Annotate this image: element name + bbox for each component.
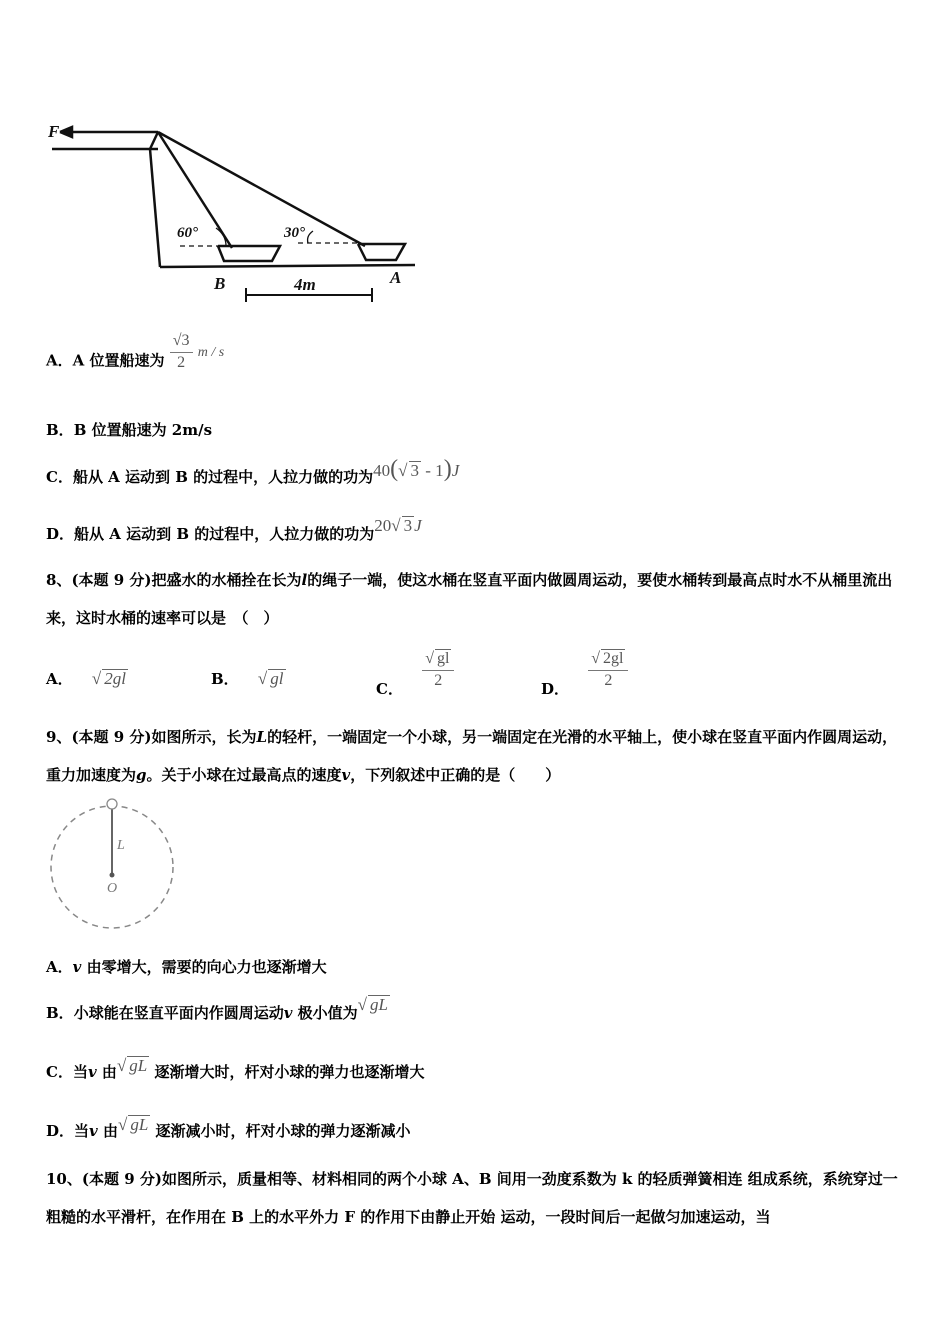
q8-option-a: A． √ 2gl: [46, 669, 126, 688]
q8-question: 8、(本题 9 分)把盛水的水桶拴在长为l的绳子一端，使这水桶在竖直平面内做圆周运动，要使水桶转到最高点时水不从桶里流出来，这时水桶的速率可以是 （ ）: [46, 571, 893, 627]
q10-question: 10、(本题 9 分)如图所示，质量相等、材料相同的两个小球 A、B 间用一劲度系数为 k 的轻质弹簧相连 组成系统，系统穿过一粗糙的水平滑杆，在作用在 B 上的水平外力 F 的作用下由静止开始 运动，一段时间后一起做匀加速运动，当: [46, 1170, 898, 1226]
q9-option-a: A．v 由零增大，需要的向心力也逐渐增大: [46, 958, 327, 976]
q7-option-c: C．船从 A 运动到 B 的过程中，人拉力做的功为40(√ 3 - 1)J: [46, 456, 460, 486]
pivot-label: O: [107, 881, 118, 896]
q9-option-c: C．当v 由√ gL 逐渐增大时，杆对小球的弹力也逐渐增大: [46, 1056, 425, 1081]
q9-option-d: D．当v 由√ gL 逐渐减小时，杆对小球的弹力逐渐减小: [46, 1115, 411, 1140]
rod-length-label: L: [117, 838, 125, 853]
rod-circle-figure: [46, 795, 181, 930]
angle-30-label: 30°: [284, 225, 305, 241]
boat-pulley-figure: [40, 115, 430, 305]
q8-option-b: B． √ gl: [211, 669, 284, 688]
q8-option-c: C． $\frac{√ gl}{2}$: [376, 648, 454, 691]
q9-question: 9、(本题 9 分)如图所示，长为L的轻杆，一端固定一个小球，另一端固定在光滑的水平轴上，使小球在竖直平面内作圆周运动，重力加速度为g。关于小球在过最高点的速度v，下列叙述中正确的是（ ）: [46, 728, 898, 784]
point-a-label: A: [390, 268, 402, 287]
distance-label: 4m: [294, 275, 316, 294]
q7-option-d: D．船从 A 运动到 B 的过程中，人拉力做的功为20√ 3 J: [46, 516, 422, 543]
q7a-numerator: √3: [170, 330, 193, 353]
q7-option-a: A．A 位置船速为 $\frac{√3}{2}$ m / s: [46, 332, 225, 371]
q7-option-b: B．B 位置船速为 2m/s: [46, 421, 213, 439]
q8-option-d: D． $\frac{√ 2gl}{2}$: [541, 648, 628, 691]
point-b-label: B: [214, 274, 226, 293]
force-label: F: [48, 122, 60, 141]
angle-60-label: 60°: [177, 225, 198, 241]
q9-option-b: B．小球能在竖直平面内作圆周运动v 极小值为√ gL: [46, 995, 388, 1022]
